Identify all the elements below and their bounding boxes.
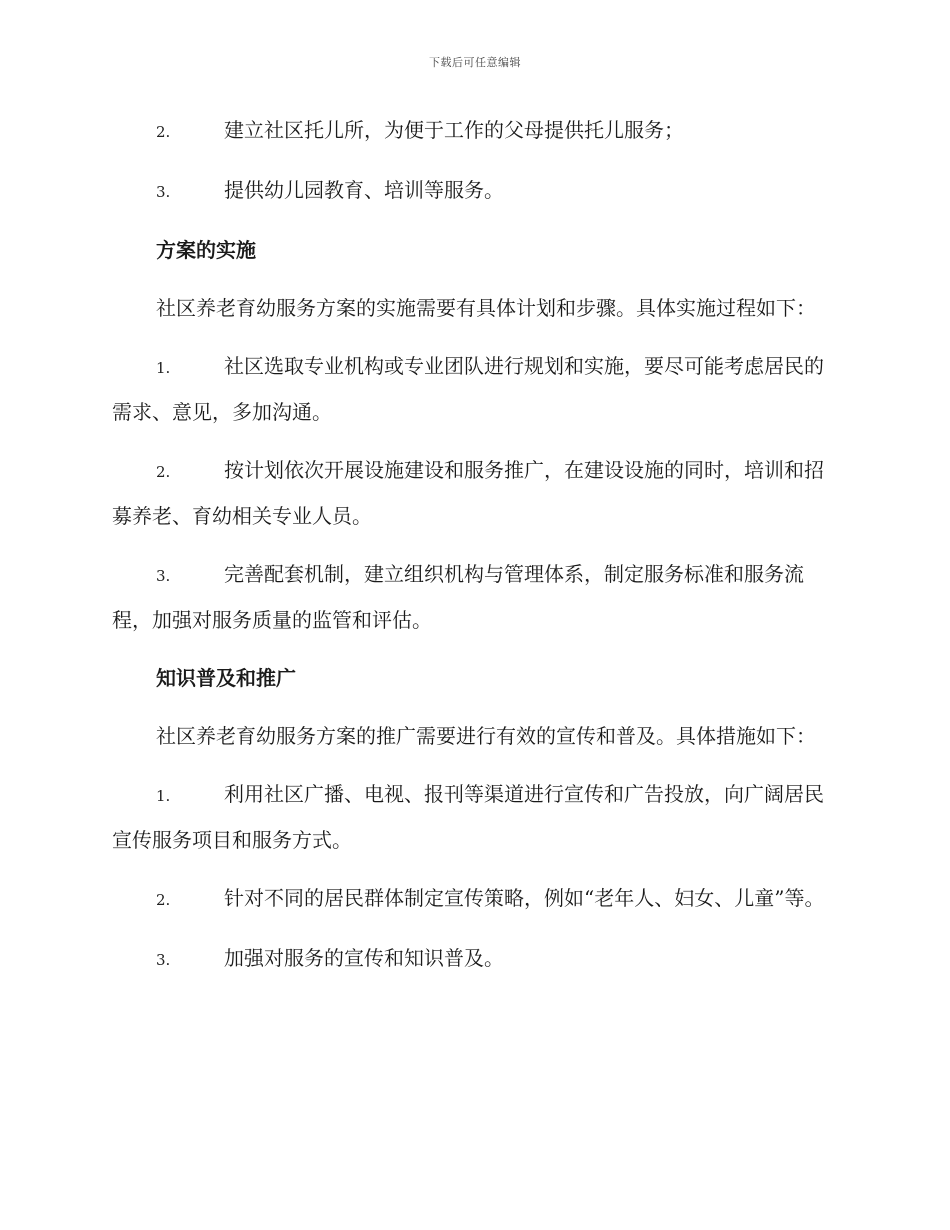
section-heading: 知识普及和推广 <box>156 666 296 690</box>
list-item-text: 社区选取专业机构或专业团队进行规划和实施，要尽可能考虑居民的需求、意见，多加沟通。 <box>112 354 824 424</box>
list-item-number: 3. <box>156 951 171 969</box>
list-item-text: 完善配套机制，建立组织机构与管理体系，制定服务标准和服务流程，加强对服务质量的监管和评估。 <box>112 562 804 632</box>
list-item <box>112 552 834 642</box>
list-item <box>112 876 834 922</box>
list-item-number: 3. <box>156 567 171 585</box>
list-item-number: 3. <box>156 183 171 201</box>
list-item <box>112 772 834 862</box>
list-item-number: 2. <box>156 891 171 909</box>
list-item-number: 1. <box>156 359 171 377</box>
list-item-text: 提供幼儿园教育、培训等服务。 <box>224 178 504 202</box>
list-item-text: 按计划依次开展设施建设和服务推广，在建设设施的同时，培训和招募养老、育幼相关专业人员。 <box>112 458 824 528</box>
list-item-text: 针对不同的居民群体制定宣传策略，例如“老年人、妇女、儿童”等。 <box>224 886 825 910</box>
list-item-text: 建立社区托儿所，为便于工作的父母提供托儿服务； <box>224 118 684 142</box>
list-item-number: 1. <box>156 787 171 805</box>
paragraph: 社区养老育幼服务方案的推广需要进行有效的宣传和普及。具体措施如下： <box>156 724 816 748</box>
document-body <box>112 108 834 996</box>
list-item-number: 2. <box>156 463 171 481</box>
section-heading: 方案的实施 <box>156 238 256 262</box>
page-header: 下载后可任意编辑 <box>429 56 521 69</box>
list-item <box>112 936 834 982</box>
list-item-text: 加强对服务的宣传和知识普及。 <box>224 946 504 970</box>
list-item-text: 利用社区广播、电视、报刊等渠道进行宣传和广告投放，向广阔居民宣传服务项目和服务方式。 <box>112 782 824 852</box>
list-item <box>112 448 834 538</box>
list-item <box>112 108 834 154</box>
list-item-number: 2. <box>156 123 171 141</box>
list-item <box>112 344 834 434</box>
list-item <box>112 168 834 214</box>
paragraph: 社区养老育幼服务方案的实施需要有具体计划和步骤。具体实施过程如下： <box>156 296 816 320</box>
